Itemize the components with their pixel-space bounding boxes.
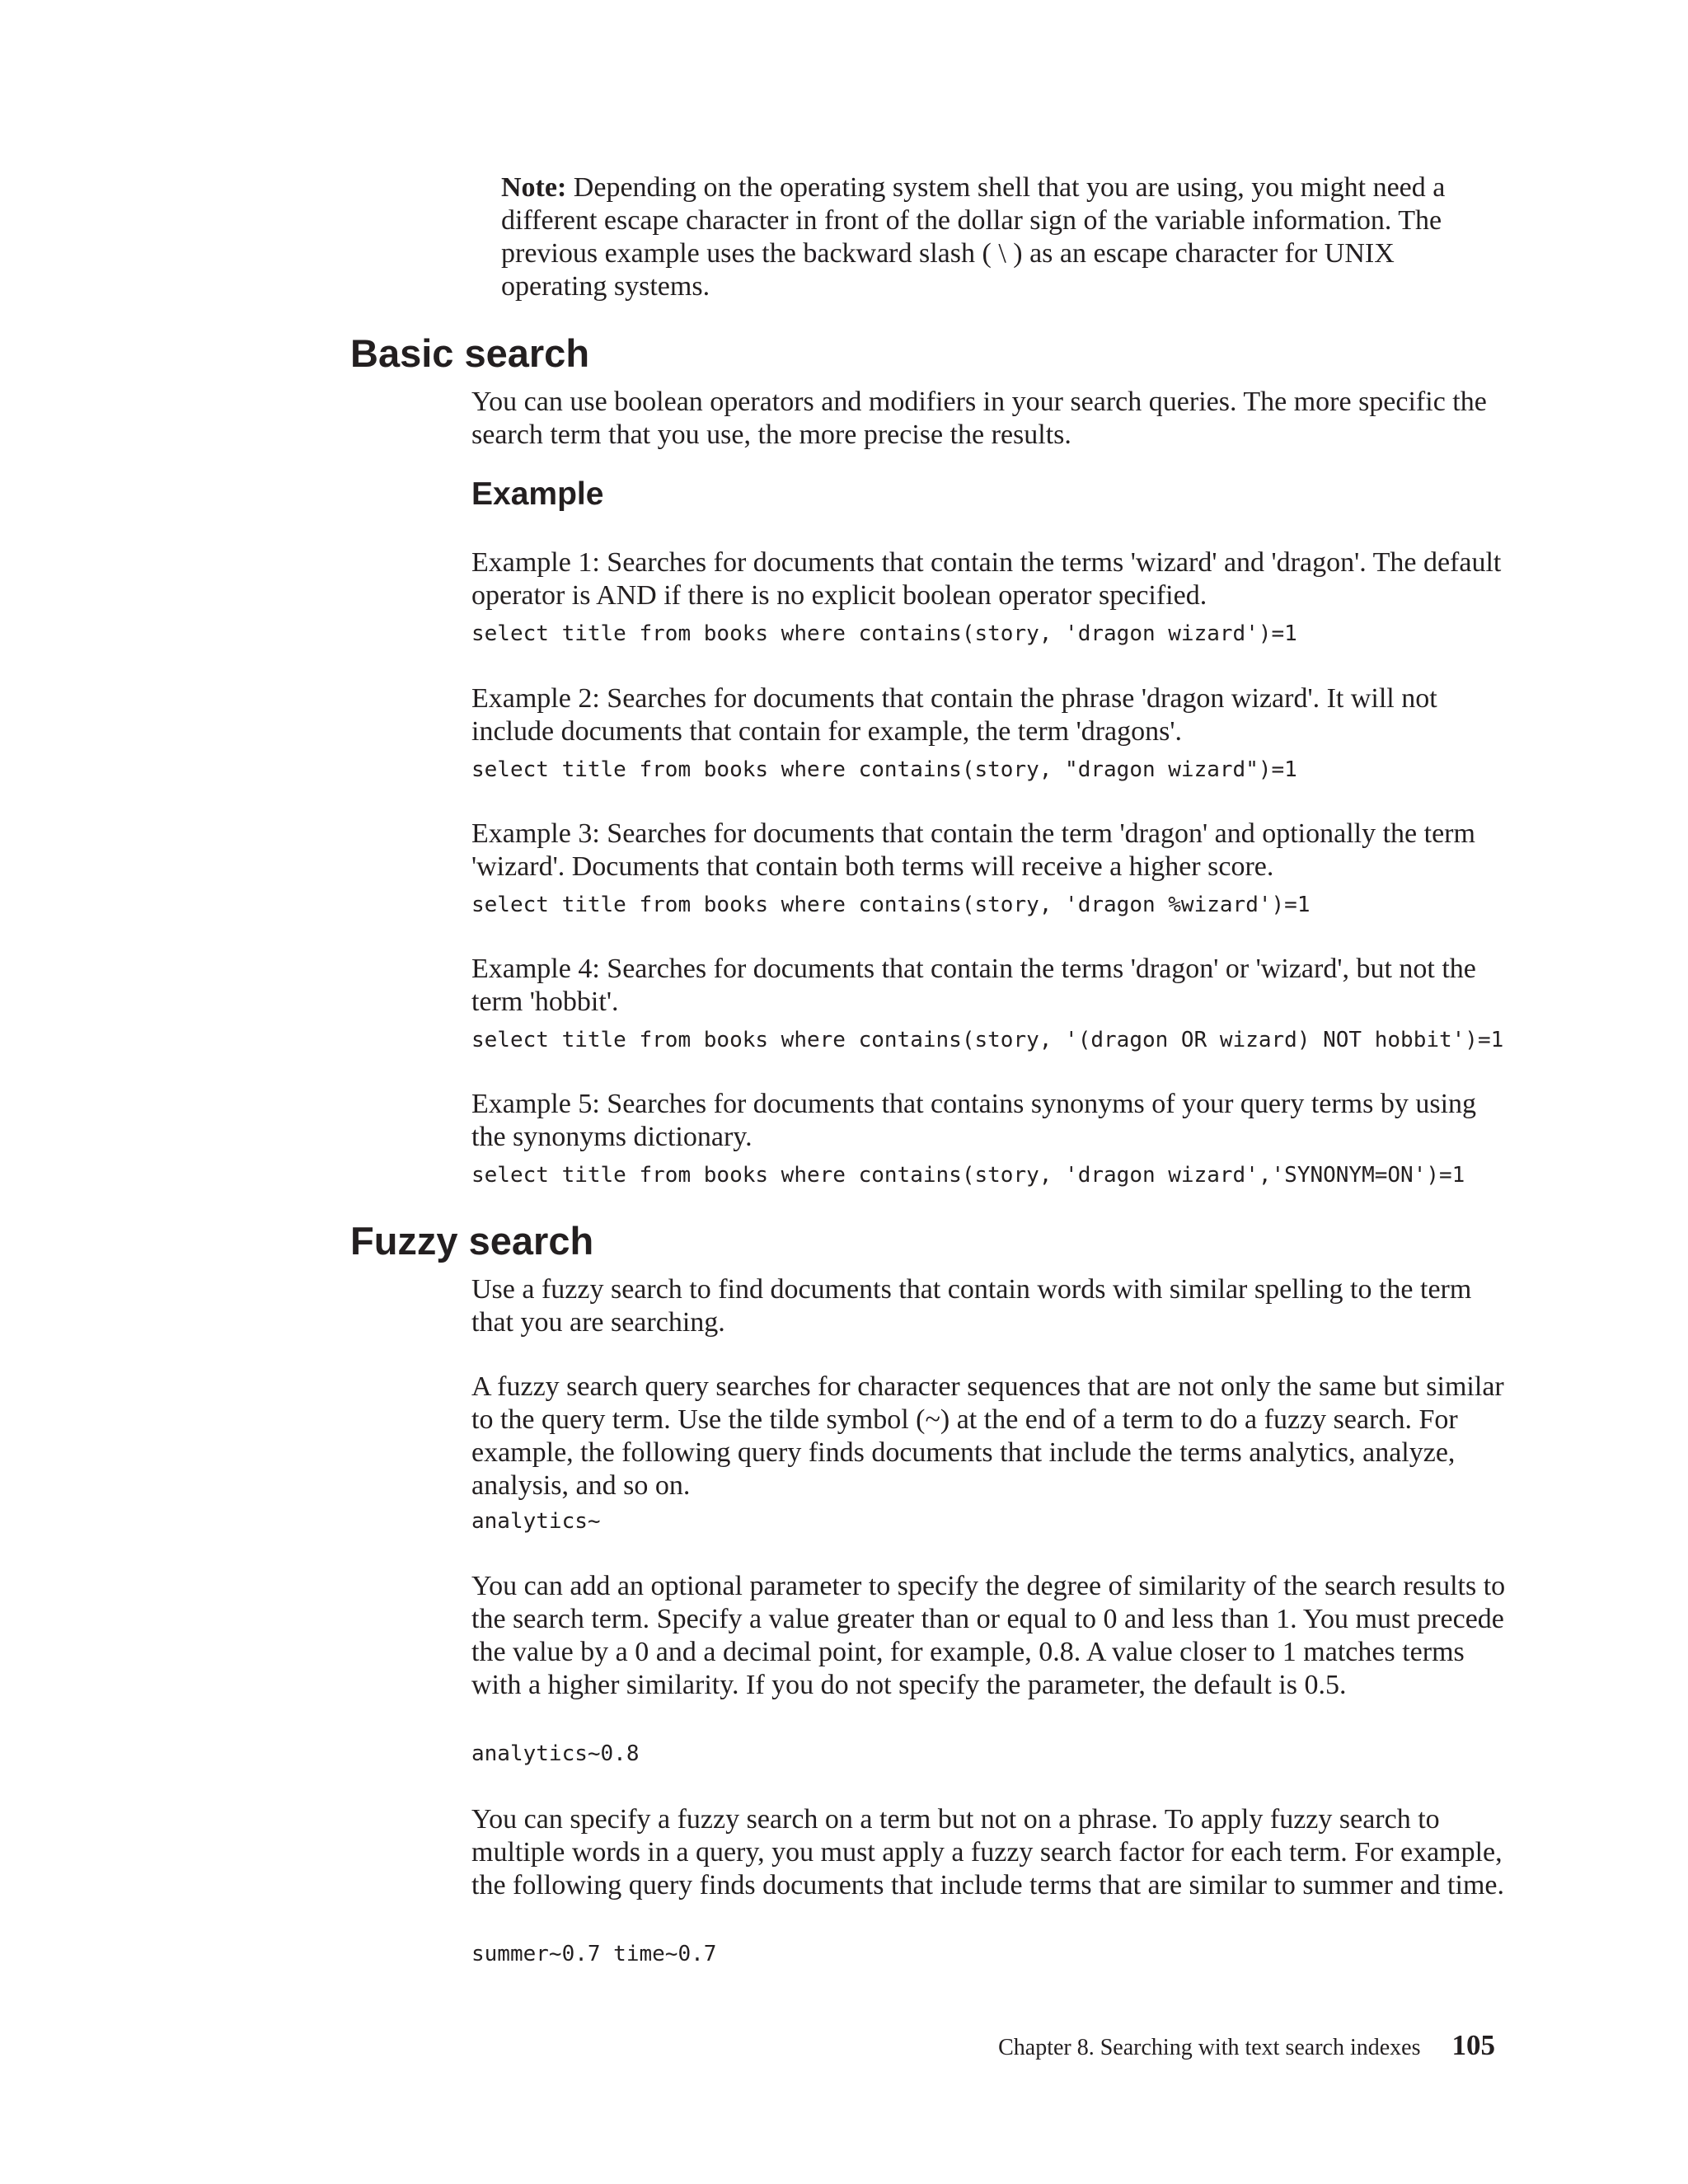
fuzzy-search-heading: Fuzzy search xyxy=(350,1219,594,1263)
note-block xyxy=(501,171,1507,303)
basic-search-intro: You can use boolean operators and modifiers in your search queries. The more specific the search term that you use, the more precise the results. xyxy=(471,387,1487,450)
fuzzy-para-3: You can add an optional parameter to specify the degree of similarity of the search results to the search term. Specify a value greater than or equal to 0 and less than 1. You must precede the value by a 0 and a decimal point, for example, 0.8. A value closer to 1 matches terms with a higher similarity. If you do not specify the parameter, the default is 0.5. xyxy=(471,1571,1506,1700)
example-2-text: Example 2: Searches for documents that contain the phrase 'dragon wizard'. It will not include documents that contain for example, the term 'dragons'. xyxy=(471,683,1437,747)
example-4-code: select title from books where contains(story, '(dragon OR wizard) NOT hobbit')=1 xyxy=(471,1028,1504,1052)
example-4-text: Example 4: Searches for documents that contain the terms 'dragon' or 'wizard', but not the term 'hobbit'. xyxy=(471,954,1476,1017)
footer-chapter-title: Chapter 8. Searching with text search indexes xyxy=(998,2035,1421,2060)
fuzzy-para-2: A fuzzy search query searches for character sequences that are not only the same but similar to the query term. Use the tilde symbol (~) at the end of a term to do a fuzzy search. For example, the following query finds documents that include the terms analytics, analyze, analysis, and so on. xyxy=(471,1371,1504,1501)
example-heading: Example xyxy=(471,476,604,512)
example-3-text: Example 3: Searches for documents that contain the term 'dragon' and optionally the term 'wizard'. Documents that contain both terms will receive a higher score. xyxy=(471,818,1475,882)
basic-search-heading: Basic search xyxy=(350,331,590,375)
example-1-text: Example 1: Searches for documents that contain the terms 'wizard' and 'dragon'. The default operator is AND if there is no explicit boolean operator specified. xyxy=(471,547,1502,611)
note-label: Note: xyxy=(501,172,567,203)
page-footer xyxy=(998,2029,1495,2062)
note-text: Depending on the operating system shell that you are using, you might need a different escape character in front of the dollar sign of the variable information. The previous example uses the backward slash ( \ ) as an escape character for UNIX operating systems. xyxy=(501,172,1446,302)
example-5-text: Example 5: Searches for documents that contains synonyms of your query terms by using the synonyms dictionary. xyxy=(471,1089,1477,1152)
example-5-code: select title from books where contains(story, 'dragon wizard','SYNONYM=ON')=1 xyxy=(471,1163,1465,1188)
fuzzy-code-1: analytics~ xyxy=(471,1509,601,1534)
example-2-code: select title from books where contains(story, "dragon wizard")=1 xyxy=(471,757,1297,782)
fuzzy-code-2: analytics~0.8 xyxy=(471,1741,640,1766)
fuzzy-code-3: summer~0.7 time~0.7 xyxy=(471,1942,717,1966)
example-1-code: select title from books where contains(story, 'dragon wizard')=1 xyxy=(471,621,1297,646)
example-3-code: select title from books where contains(story, 'dragon %wizard')=1 xyxy=(471,893,1311,917)
fuzzy-para-1: Use a fuzzy search to find documents that contain words with similar spelling to the term that you are searching. xyxy=(471,1274,1472,1338)
fuzzy-para-4: You can specify a fuzzy search on a term but not on a phrase. To apply fuzzy search to multiple words in a query, you must apply a fuzzy search factor for each term. For example, the following query finds documents that include terms that are similar to summer and time. xyxy=(471,1804,1504,1900)
page-number: 105 xyxy=(1451,2029,1495,2061)
